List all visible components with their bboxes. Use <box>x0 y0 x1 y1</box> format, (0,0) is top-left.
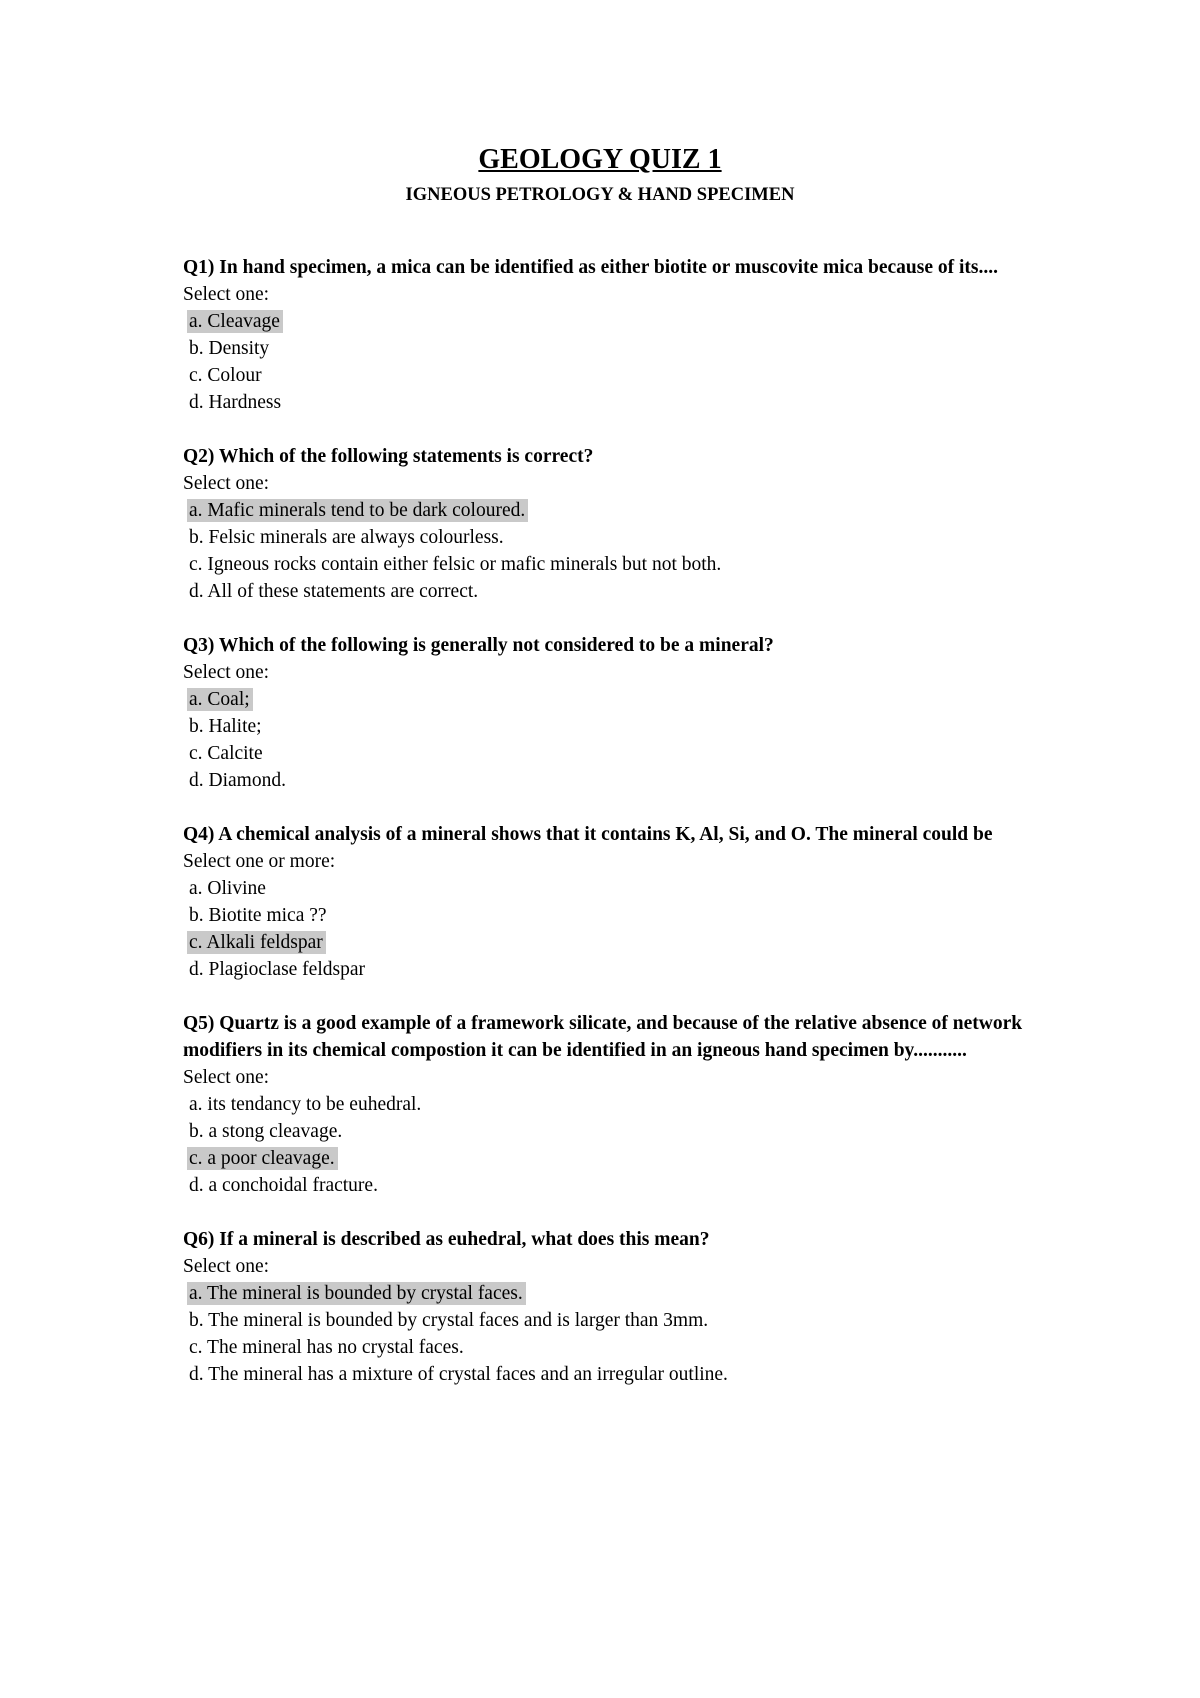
answer-option <box>183 740 1043 767</box>
answer-option-label: b. a stong cleavage. <box>189 1121 343 1142</box>
question-text: Q2) Which of the following statements is correct? <box>183 446 594 467</box>
answer-option <box>183 362 1043 389</box>
select-instruction: Select one: <box>183 1256 270 1277</box>
answer-option-selected <box>183 929 1043 956</box>
answer-option-label: a. Cleavage <box>187 310 283 333</box>
question-block-q4 <box>183 821 1043 983</box>
answer-option <box>183 767 1043 794</box>
answer-option <box>183 1091 1043 1118</box>
question-text: Q1) In hand specimen, a mica can be identified as either biotite or muscovite mica because of its.... <box>183 257 998 278</box>
select-instruction: Select one: <box>183 662 270 683</box>
question-block-q1 <box>183 254 1043 416</box>
quiz-title: GEOLOGY QUIZ 1 <box>478 144 722 175</box>
select-instruction: Select one or more: <box>183 851 336 872</box>
answer-option-label: a. Olivine <box>189 878 266 899</box>
answer-option-label: b. Felsic minerals are always colourless. <box>189 527 504 548</box>
answer-option-label: c. The mineral has no crystal faces. <box>189 1337 464 1358</box>
answer-option <box>183 1334 1043 1361</box>
select-instruction: Select one: <box>183 284 270 305</box>
answer-option-selected <box>183 1145 1043 1172</box>
answer-option-label: c. Igneous rocks contain either felsic or mafic minerals but not both. <box>189 554 722 575</box>
question-text: Q3) Which of the following is generally not considered to be a mineral? <box>183 635 774 656</box>
question-list <box>183 254 1043 1415</box>
answer-option-label: a. The mineral is bounded by crystal faces. <box>187 1282 526 1305</box>
question-text: Q4) A chemical analysis of a mineral shows that it contains K, Al, Si, and O. The mineral could be <box>183 824 993 845</box>
answer-option <box>183 389 1043 416</box>
answer-option-label: b. Halite; <box>189 716 262 737</box>
answer-option-label: c. Colour <box>189 365 262 386</box>
answer-option-selected <box>183 1280 1043 1307</box>
question-block-q3 <box>183 632 1043 794</box>
answer-option <box>183 551 1043 578</box>
answer-options <box>183 686 1043 794</box>
answer-options <box>183 497 1043 605</box>
answer-option <box>183 956 1043 983</box>
answer-option <box>183 1172 1043 1199</box>
answer-option-label: c. Calcite <box>189 743 263 764</box>
select-instruction: Select one: <box>183 1067 270 1088</box>
question-block-q5 <box>183 1010 1043 1199</box>
answer-options <box>183 875 1043 983</box>
answer-option-label: b. The mineral is bounded by crystal faces and is larger than 3mm. <box>189 1310 709 1331</box>
answer-option-label: d. Diamond. <box>189 770 286 791</box>
quiz-subtitle: IGNEOUS PETROLOGY & HAND SPECIMEN <box>405 185 795 205</box>
select-instruction: Select one: <box>183 473 270 494</box>
answer-option <box>183 335 1043 362</box>
answer-option-label: b. Density <box>189 338 270 359</box>
answer-option-label: d. All of these statements are correct. <box>189 581 479 602</box>
answer-options <box>183 308 1043 416</box>
answer-option-selected <box>183 497 1043 524</box>
answer-option-selected <box>183 308 1043 335</box>
answer-option <box>183 902 1043 929</box>
answer-option <box>183 1361 1043 1388</box>
question-text: Q5) Quartz is a good example of a framework silicate, and because of the relative absence of network modifiers in its chemical compostion it can be identified in an igneous hand specimen by........... <box>183 1013 1023 1061</box>
answer-option <box>183 524 1043 551</box>
answer-option-label: a. its tendancy to be euhedral. <box>189 1094 422 1115</box>
question-block-q6 <box>183 1226 1043 1388</box>
answer-option-label: d. Plagioclase feldspar <box>189 959 365 980</box>
quiz-header <box>0 143 1200 209</box>
answer-option-label: b. Biotite mica ?? <box>189 905 327 926</box>
answer-option-label: d. Hardness <box>189 392 282 413</box>
answer-option-label: c. a poor cleavage. <box>187 1147 338 1170</box>
question-block-q2 <box>183 443 1043 605</box>
answer-option-label: d. The mineral has a mixture of crystal faces and an irregular outline. <box>189 1364 728 1385</box>
answer-option-selected <box>183 686 1043 713</box>
answer-option <box>183 1118 1043 1145</box>
answer-options <box>183 1280 1043 1388</box>
answer-option-label: a. Coal; <box>187 688 253 711</box>
answer-option-label: d. a conchoidal fracture. <box>189 1175 378 1196</box>
answer-option <box>183 578 1043 605</box>
question-text: Q6) If a mineral is described as euhedral, what does this mean? <box>183 1229 710 1250</box>
answer-option-label: c. Alkali feldspar <box>187 931 326 954</box>
answer-options <box>183 1091 1043 1199</box>
answer-option <box>183 1307 1043 1334</box>
answer-option <box>183 875 1043 902</box>
answer-option <box>183 713 1043 740</box>
answer-option-label: a. Mafic minerals tend to be dark coloured. <box>187 499 528 522</box>
